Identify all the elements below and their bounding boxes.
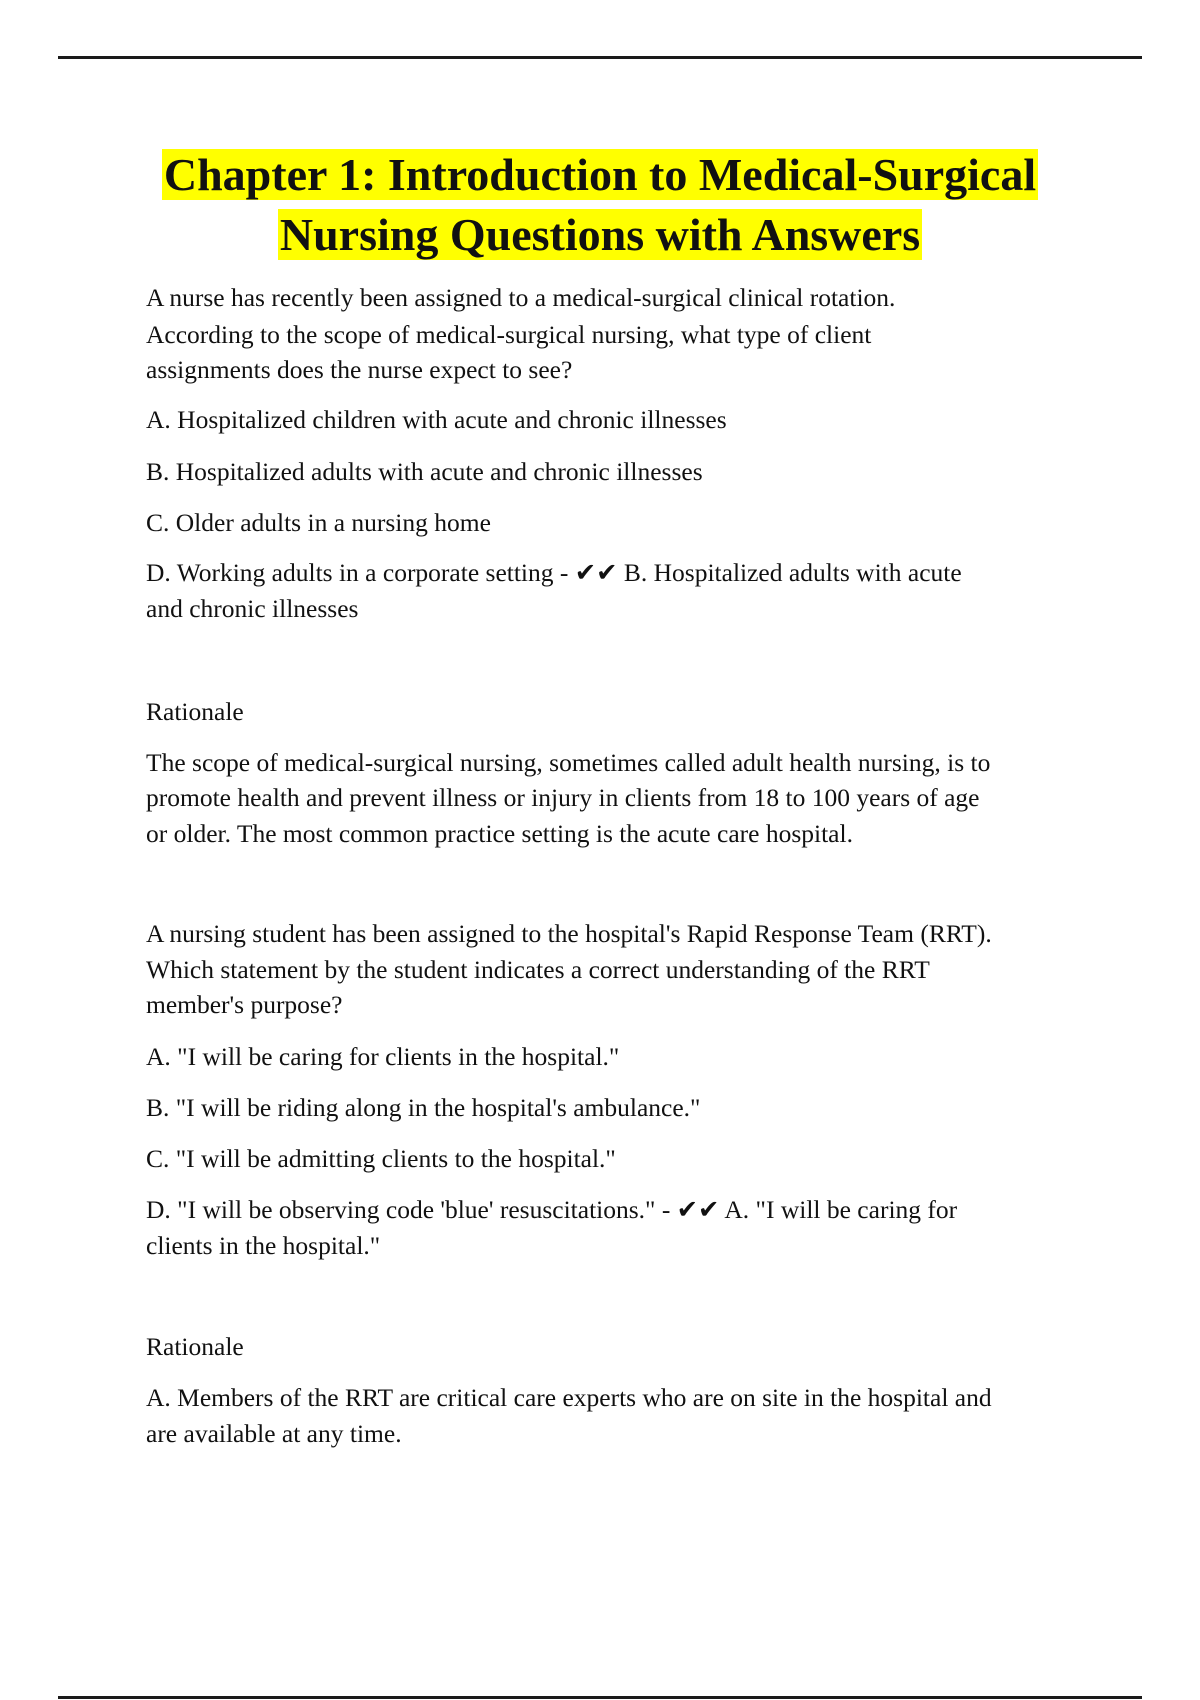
rationale-text: promote health and prevent illness or injury in clients from 18 to 100 years of age [146,783,980,812]
answer-option-with-answer: D. Working adults in a corporate setting - ✔✔ B. Hospitalized adults with acute [146,558,962,587]
rationale-text: A. Members of the RRT are critical care experts who are on site in the hospital and [146,1383,992,1412]
top-rule [58,56,1142,59]
title-highlight: Nursing Questions with Answers [279,209,921,260]
rationale-text: or older. The most common practice setting is the acute care hospital. [146,819,853,848]
rationale-text: The scope of medical-surgical nursing, sometimes called adult health nursing, is to [146,748,991,777]
question-stem: A nurse has recently been assigned to a medical-surgical clinical rotation. [146,283,896,312]
answer-option: B. "I will be riding along in the hospital's ambulance." [146,1093,701,1122]
bottom-rule [58,1696,1142,1699]
answer-option: A. Hospitalized children with acute and chronic illnesses [146,405,727,434]
answer-option: A. "I will be caring for clients in the hospital." [146,1042,620,1071]
title-highlight: Chapter 1: Introduction to Medical-Surgical [163,149,1037,200]
rationale-label: Rationale [146,697,244,726]
question-stem: According to the scope of medical-surgical nursing, what type of client [146,320,872,349]
answer-option-with-answer: D. "I will be observing code 'blue' resuscitations." - ✔✔ A. "I will be caring for [146,1195,958,1224]
question-stem: member's purpose? [146,990,343,1019]
rationale-text: are available at any time. [146,1419,402,1448]
rationale-label: Rationale [146,1332,244,1361]
answer-option: C. Older adults in a nursing home [146,508,491,537]
question-stem: Which statement by the student indicates a correct understanding of the RRT [146,955,930,984]
answer-option: C. "I will be admitting clients to the hospital." [146,1144,616,1173]
title-line-2 [0,207,1200,263]
answer-option-with-answer: clients in the hospital." [146,1231,381,1260]
answer-option: B. Hospitalized adults with acute and chronic illnesses [146,457,703,486]
answer-option-with-answer: and chronic illnesses [146,594,359,623]
title-line-1 [0,147,1200,203]
question-stem: A nursing student has been assigned to the hospital's Rapid Response Team (RRT). [146,919,992,948]
question-stem: assignments does the nurse expect to see? [146,355,573,384]
